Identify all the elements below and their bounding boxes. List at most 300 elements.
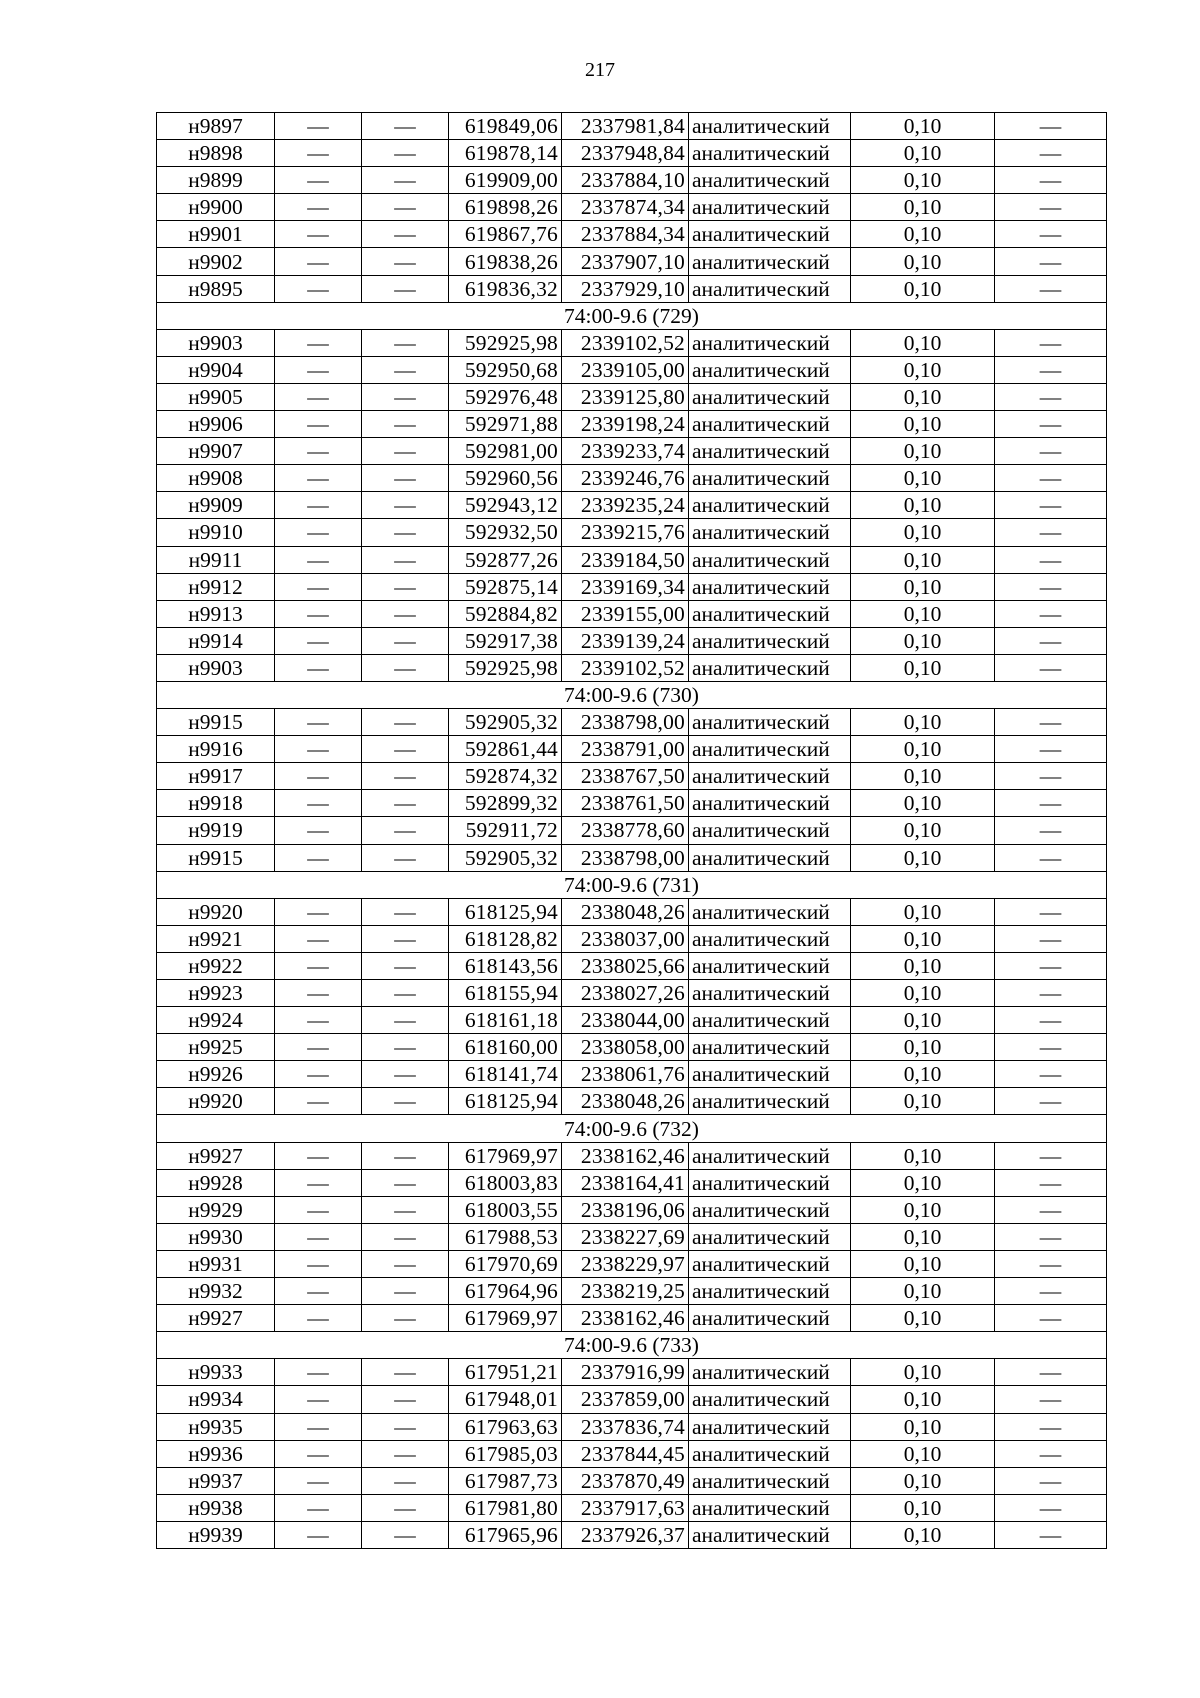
- accuracy-cell: 0,10: [851, 1169, 995, 1196]
- dash-cell: —: [362, 1359, 449, 1386]
- x-coordinate-cell: 592874,32: [449, 763, 562, 790]
- dash-cell: —: [275, 1061, 362, 1088]
- point-name-cell: н9905: [157, 383, 275, 410]
- table-row: [157, 1521, 1107, 1548]
- x-coordinate-cell: 618161,18: [449, 1007, 562, 1034]
- dash-cell: —: [995, 1007, 1107, 1034]
- method-cell: аналитический: [689, 1169, 851, 1196]
- y-coordinate-cell: 2338037,00: [562, 925, 689, 952]
- dash-cell: —: [275, 356, 362, 383]
- dash-cell: —: [362, 1223, 449, 1250]
- y-coordinate-cell: 2338196,06: [562, 1196, 689, 1223]
- x-coordinate-cell: 618003,83: [449, 1169, 562, 1196]
- x-coordinate-cell: 619867,76: [449, 221, 562, 248]
- method-cell: аналитический: [689, 898, 851, 925]
- table-row: [157, 925, 1107, 952]
- dash-cell: —: [275, 194, 362, 221]
- dash-cell: —: [275, 1386, 362, 1413]
- accuracy-cell: 0,10: [851, 1494, 995, 1521]
- dash-cell: —: [275, 275, 362, 302]
- x-coordinate-cell: 619849,06: [449, 113, 562, 140]
- method-cell: аналитический: [689, 1413, 851, 1440]
- dash-cell: —: [275, 140, 362, 167]
- dash-cell: —: [362, 1467, 449, 1494]
- point-name-cell: н9936: [157, 1440, 275, 1467]
- accuracy-cell: 0,10: [851, 790, 995, 817]
- method-cell: аналитический: [689, 600, 851, 627]
- accuracy-cell: 0,10: [851, 1223, 995, 1250]
- dash-cell: —: [275, 248, 362, 275]
- table-row: [157, 140, 1107, 167]
- accuracy-cell: 0,10: [851, 980, 995, 1007]
- point-name-cell: н9929: [157, 1196, 275, 1223]
- dash-cell: —: [995, 573, 1107, 600]
- section-header-row: [157, 871, 1107, 898]
- dash-cell: —: [275, 709, 362, 736]
- dash-cell: —: [275, 952, 362, 979]
- section-header: 74:00-9.6 (731): [157, 871, 1107, 898]
- dash-cell: —: [275, 736, 362, 763]
- method-cell: аналитический: [689, 113, 851, 140]
- dash-cell: —: [995, 1386, 1107, 1413]
- table-row: [157, 275, 1107, 302]
- dash-cell: —: [362, 546, 449, 573]
- method-cell: аналитический: [689, 709, 851, 736]
- method-cell: аналитический: [689, 1142, 851, 1169]
- y-coordinate-cell: 2339155,00: [562, 600, 689, 627]
- dash-cell: —: [275, 573, 362, 600]
- dash-cell: —: [995, 1521, 1107, 1548]
- accuracy-cell: 0,10: [851, 194, 995, 221]
- dash-cell: —: [275, 600, 362, 627]
- point-name-cell: н9902: [157, 248, 275, 275]
- y-coordinate-cell: 2338027,26: [562, 980, 689, 1007]
- dash-cell: —: [995, 1088, 1107, 1115]
- method-cell: аналитический: [689, 248, 851, 275]
- table-row: [157, 1305, 1107, 1332]
- dash-cell: —: [995, 194, 1107, 221]
- dash-cell: —: [275, 113, 362, 140]
- x-coordinate-cell: 617963,63: [449, 1413, 562, 1440]
- dash-cell: —: [362, 1278, 449, 1305]
- table-body: [157, 113, 1107, 1549]
- accuracy-cell: 0,10: [851, 167, 995, 194]
- table-row: [157, 1467, 1107, 1494]
- method-cell: аналитический: [689, 1088, 851, 1115]
- dash-cell: —: [362, 383, 449, 410]
- dash-cell: —: [362, 1305, 449, 1332]
- method-cell: аналитический: [689, 1467, 851, 1494]
- x-coordinate-cell: 592971,88: [449, 411, 562, 438]
- x-coordinate-cell: 619909,00: [449, 167, 562, 194]
- method-cell: аналитический: [689, 411, 851, 438]
- dash-cell: —: [275, 1413, 362, 1440]
- x-coordinate-cell: 619838,26: [449, 248, 562, 275]
- method-cell: аналитический: [689, 952, 851, 979]
- dash-cell: —: [362, 167, 449, 194]
- point-name-cell: н9921: [157, 925, 275, 952]
- x-coordinate-cell: 619836,32: [449, 275, 562, 302]
- method-cell: аналитический: [689, 573, 851, 600]
- point-name-cell: н9930: [157, 1223, 275, 1250]
- y-coordinate-cell: 2337870,49: [562, 1467, 689, 1494]
- table-row: [157, 411, 1107, 438]
- y-coordinate-cell: 2337926,37: [562, 1521, 689, 1548]
- accuracy-cell: 0,10: [851, 736, 995, 763]
- method-cell: аналитический: [689, 763, 851, 790]
- y-coordinate-cell: 2338048,26: [562, 898, 689, 925]
- table-row: [157, 573, 1107, 600]
- dash-cell: —: [362, 194, 449, 221]
- table-row: [157, 1142, 1107, 1169]
- dash-cell: —: [362, 790, 449, 817]
- method-cell: аналитический: [689, 1196, 851, 1223]
- table-row: [157, 1359, 1107, 1386]
- dash-cell: —: [995, 952, 1107, 979]
- method-cell: аналитический: [689, 221, 851, 248]
- dash-cell: —: [995, 763, 1107, 790]
- dash-cell: —: [995, 898, 1107, 925]
- point-name-cell: н9903: [157, 329, 275, 356]
- x-coordinate-cell: 617970,69: [449, 1250, 562, 1277]
- dash-cell: —: [995, 1413, 1107, 1440]
- x-coordinate-cell: 617969,97: [449, 1305, 562, 1332]
- dash-cell: —: [362, 600, 449, 627]
- dash-cell: —: [275, 383, 362, 410]
- table-row: [157, 221, 1107, 248]
- accuracy-cell: 0,10: [851, 248, 995, 275]
- dash-cell: —: [275, 898, 362, 925]
- method-cell: аналитический: [689, 1305, 851, 1332]
- dash-cell: —: [995, 817, 1107, 844]
- accuracy-cell: 0,10: [851, 709, 995, 736]
- dash-cell: —: [995, 709, 1107, 736]
- table-row: [157, 709, 1107, 736]
- point-name-cell: н9918: [157, 790, 275, 817]
- accuracy-cell: 0,10: [851, 329, 995, 356]
- dash-cell: —: [275, 627, 362, 654]
- point-name-cell: н9909: [157, 492, 275, 519]
- dash-cell: —: [995, 736, 1107, 763]
- dash-cell: —: [995, 275, 1107, 302]
- x-coordinate-cell: 592861,44: [449, 736, 562, 763]
- page-number: 217: [585, 59, 615, 81]
- x-coordinate-cell: 618128,82: [449, 925, 562, 952]
- dash-cell: —: [362, 573, 449, 600]
- method-cell: аналитический: [689, 1250, 851, 1277]
- point-name-cell: н9938: [157, 1494, 275, 1521]
- point-name-cell: н9901: [157, 221, 275, 248]
- dash-cell: —: [995, 1142, 1107, 1169]
- dash-cell: —: [995, 167, 1107, 194]
- x-coordinate-cell: 592950,68: [449, 356, 562, 383]
- y-coordinate-cell: 2337948,84: [562, 140, 689, 167]
- dash-cell: —: [362, 221, 449, 248]
- dash-cell: —: [362, 1386, 449, 1413]
- y-coordinate-cell: 2337859,00: [562, 1386, 689, 1413]
- y-coordinate-cell: 2339235,24: [562, 492, 689, 519]
- x-coordinate-cell: 592976,48: [449, 383, 562, 410]
- accuracy-cell: 0,10: [851, 438, 995, 465]
- accuracy-cell: 0,10: [851, 383, 995, 410]
- y-coordinate-cell: 2338164,41: [562, 1169, 689, 1196]
- dash-cell: —: [275, 1223, 362, 1250]
- dash-cell: —: [362, 1521, 449, 1548]
- method-cell: аналитический: [689, 844, 851, 871]
- y-coordinate-cell: 2338025,66: [562, 952, 689, 979]
- point-name-cell: н9920: [157, 1088, 275, 1115]
- dash-cell: —: [275, 1196, 362, 1223]
- table-row: [157, 763, 1107, 790]
- dash-cell: —: [275, 844, 362, 871]
- point-name-cell: н9907: [157, 438, 275, 465]
- y-coordinate-cell: 2337844,45: [562, 1440, 689, 1467]
- dash-cell: —: [275, 817, 362, 844]
- dash-cell: —: [275, 925, 362, 952]
- point-name-cell: н9927: [157, 1142, 275, 1169]
- dash-cell: —: [362, 654, 449, 681]
- section-header: 74:00-9.6 (732): [157, 1115, 1107, 1142]
- x-coordinate-cell: 592917,38: [449, 627, 562, 654]
- accuracy-cell: 0,10: [851, 1034, 995, 1061]
- table-row: [157, 1440, 1107, 1467]
- dash-cell: —: [362, 275, 449, 302]
- y-coordinate-cell: 2338219,25: [562, 1278, 689, 1305]
- x-coordinate-cell: 617964,96: [449, 1278, 562, 1305]
- dash-cell: —: [275, 980, 362, 1007]
- method-cell: аналитический: [689, 817, 851, 844]
- dash-cell: —: [362, 1413, 449, 1440]
- table-row: [157, 627, 1107, 654]
- dash-cell: —: [995, 465, 1107, 492]
- x-coordinate-cell: 617981,80: [449, 1494, 562, 1521]
- dash-cell: —: [362, 465, 449, 492]
- y-coordinate-cell: 2339102,52: [562, 329, 689, 356]
- accuracy-cell: 0,10: [851, 817, 995, 844]
- coordinates-table: [156, 112, 1107, 1549]
- dash-cell: —: [275, 1440, 362, 1467]
- dash-cell: —: [275, 546, 362, 573]
- dash-cell: —: [995, 113, 1107, 140]
- dash-cell: —: [275, 1521, 362, 1548]
- method-cell: аналитический: [689, 194, 851, 221]
- accuracy-cell: 0,10: [851, 546, 995, 573]
- dash-cell: —: [275, 654, 362, 681]
- y-coordinate-cell: 2338162,46: [562, 1305, 689, 1332]
- dash-cell: —: [995, 329, 1107, 356]
- table-row: [157, 546, 1107, 573]
- dash-cell: —: [275, 519, 362, 546]
- accuracy-cell: 0,10: [851, 411, 995, 438]
- method-cell: аналитический: [689, 1007, 851, 1034]
- method-cell: аналитический: [689, 383, 851, 410]
- dash-cell: —: [362, 1196, 449, 1223]
- point-name-cell: н9931: [157, 1250, 275, 1277]
- method-cell: аналитический: [689, 1061, 851, 1088]
- dash-cell: —: [995, 1196, 1107, 1223]
- point-name-cell: н9933: [157, 1359, 275, 1386]
- x-coordinate-cell: 618003,55: [449, 1196, 562, 1223]
- y-coordinate-cell: 2338058,00: [562, 1034, 689, 1061]
- point-name-cell: н9898: [157, 140, 275, 167]
- dash-cell: —: [275, 1305, 362, 1332]
- x-coordinate-cell: 592884,82: [449, 600, 562, 627]
- dash-cell: —: [275, 1142, 362, 1169]
- dash-cell: —: [275, 411, 362, 438]
- accuracy-cell: 0,10: [851, 627, 995, 654]
- x-coordinate-cell: 618141,74: [449, 1061, 562, 1088]
- table-row: [157, 1034, 1107, 1061]
- y-coordinate-cell: 2338162,46: [562, 1142, 689, 1169]
- accuracy-cell: 0,10: [851, 519, 995, 546]
- dash-cell: —: [362, 980, 449, 1007]
- y-coordinate-cell: 2339246,76: [562, 465, 689, 492]
- method-cell: аналитический: [689, 736, 851, 763]
- dash-cell: —: [995, 600, 1107, 627]
- dash-cell: —: [362, 736, 449, 763]
- point-name-cell: н9895: [157, 275, 275, 302]
- table-row: [157, 600, 1107, 627]
- table-row: [157, 1223, 1107, 1250]
- dash-cell: —: [995, 1467, 1107, 1494]
- method-cell: аналитический: [689, 925, 851, 952]
- table-row: [157, 1169, 1107, 1196]
- accuracy-cell: 0,10: [851, 1467, 995, 1494]
- dash-cell: —: [995, 1223, 1107, 1250]
- point-name-cell: н9908: [157, 465, 275, 492]
- x-coordinate-cell: 592932,50: [449, 519, 562, 546]
- table-row: [157, 356, 1107, 383]
- y-coordinate-cell: 2337836,74: [562, 1413, 689, 1440]
- table-row: [157, 1088, 1107, 1115]
- dash-cell: —: [275, 465, 362, 492]
- dash-cell: —: [275, 1467, 362, 1494]
- section-header-row: [157, 302, 1107, 329]
- y-coordinate-cell: 2337981,84: [562, 113, 689, 140]
- method-cell: аналитический: [689, 1440, 851, 1467]
- accuracy-cell: 0,10: [851, 1305, 995, 1332]
- table-row: [157, 898, 1107, 925]
- accuracy-cell: 0,10: [851, 221, 995, 248]
- method-cell: аналитический: [689, 167, 851, 194]
- section-header: 74:00-9.6 (729): [157, 302, 1107, 329]
- table-row: [157, 736, 1107, 763]
- dash-cell: —: [275, 1088, 362, 1115]
- table-row: [157, 1196, 1107, 1223]
- section-header-row: [157, 1332, 1107, 1359]
- method-cell: аналитический: [689, 1521, 851, 1548]
- point-name-cell: н9937: [157, 1467, 275, 1494]
- y-coordinate-cell: 2338761,50: [562, 790, 689, 817]
- y-coordinate-cell: 2337884,10: [562, 167, 689, 194]
- accuracy-cell: 0,10: [851, 1359, 995, 1386]
- accuracy-cell: 0,10: [851, 952, 995, 979]
- x-coordinate-cell: 592911,72: [449, 817, 562, 844]
- dash-cell: —: [275, 763, 362, 790]
- method-cell: аналитический: [689, 140, 851, 167]
- dash-cell: —: [995, 546, 1107, 573]
- table-row: [157, 790, 1107, 817]
- method-cell: аналитический: [689, 465, 851, 492]
- y-coordinate-cell: 2338778,60: [562, 817, 689, 844]
- point-name-cell: н9897: [157, 113, 275, 140]
- method-cell: аналитический: [689, 654, 851, 681]
- dash-cell: —: [275, 1169, 362, 1196]
- dash-cell: —: [995, 654, 1107, 681]
- point-name-cell: н9925: [157, 1034, 275, 1061]
- table-row: [157, 113, 1107, 140]
- accuracy-cell: 0,10: [851, 898, 995, 925]
- point-name-cell: н9913: [157, 600, 275, 627]
- y-coordinate-cell: 2339139,24: [562, 627, 689, 654]
- method-cell: аналитический: [689, 1278, 851, 1305]
- point-name-cell: н9934: [157, 1386, 275, 1413]
- dash-cell: —: [995, 492, 1107, 519]
- accuracy-cell: 0,10: [851, 925, 995, 952]
- dash-cell: —: [995, 383, 1107, 410]
- x-coordinate-cell: 618155,94: [449, 980, 562, 1007]
- table-row: [157, 167, 1107, 194]
- dash-cell: —: [995, 1359, 1107, 1386]
- dash-cell: —: [362, 1088, 449, 1115]
- section-header-row: [157, 1115, 1107, 1142]
- accuracy-cell: 0,10: [851, 113, 995, 140]
- y-coordinate-cell: 2338767,50: [562, 763, 689, 790]
- dash-cell: —: [362, 709, 449, 736]
- dash-cell: —: [275, 1007, 362, 1034]
- accuracy-cell: 0,10: [851, 1521, 995, 1548]
- y-coordinate-cell: 2339169,34: [562, 573, 689, 600]
- x-coordinate-cell: 618143,56: [449, 952, 562, 979]
- accuracy-cell: 0,10: [851, 1061, 995, 1088]
- table-row: [157, 1386, 1107, 1413]
- accuracy-cell: 0,10: [851, 1440, 995, 1467]
- y-coordinate-cell: 2338061,76: [562, 1061, 689, 1088]
- accuracy-cell: 0,10: [851, 1250, 995, 1277]
- accuracy-cell: 0,10: [851, 844, 995, 871]
- method-cell: аналитический: [689, 627, 851, 654]
- x-coordinate-cell: 618160,00: [449, 1034, 562, 1061]
- dash-cell: —: [362, 1061, 449, 1088]
- dash-cell: —: [362, 817, 449, 844]
- dash-cell: —: [362, 438, 449, 465]
- x-coordinate-cell: 617969,97: [449, 1142, 562, 1169]
- method-cell: аналитический: [689, 546, 851, 573]
- dash-cell: —: [275, 1278, 362, 1305]
- dash-cell: —: [362, 519, 449, 546]
- dash-cell: —: [995, 925, 1107, 952]
- method-cell: аналитический: [689, 1494, 851, 1521]
- accuracy-cell: 0,10: [851, 465, 995, 492]
- y-coordinate-cell: 2337907,10: [562, 248, 689, 275]
- accuracy-cell: 0,10: [851, 1088, 995, 1115]
- method-cell: аналитический: [689, 980, 851, 1007]
- dash-cell: —: [275, 329, 362, 356]
- dash-cell: —: [362, 329, 449, 356]
- table-row: [157, 465, 1107, 492]
- point-name-cell: н9915: [157, 844, 275, 871]
- point-name-cell: н9911: [157, 546, 275, 573]
- dash-cell: —: [362, 492, 449, 519]
- point-name-cell: н9932: [157, 1278, 275, 1305]
- point-name-cell: н9914: [157, 627, 275, 654]
- y-coordinate-cell: 2337874,34: [562, 194, 689, 221]
- table-row: [157, 817, 1107, 844]
- accuracy-cell: 0,10: [851, 492, 995, 519]
- y-coordinate-cell: 2339184,50: [562, 546, 689, 573]
- point-name-cell: н9903: [157, 654, 275, 681]
- y-coordinate-cell: 2337884,34: [562, 221, 689, 248]
